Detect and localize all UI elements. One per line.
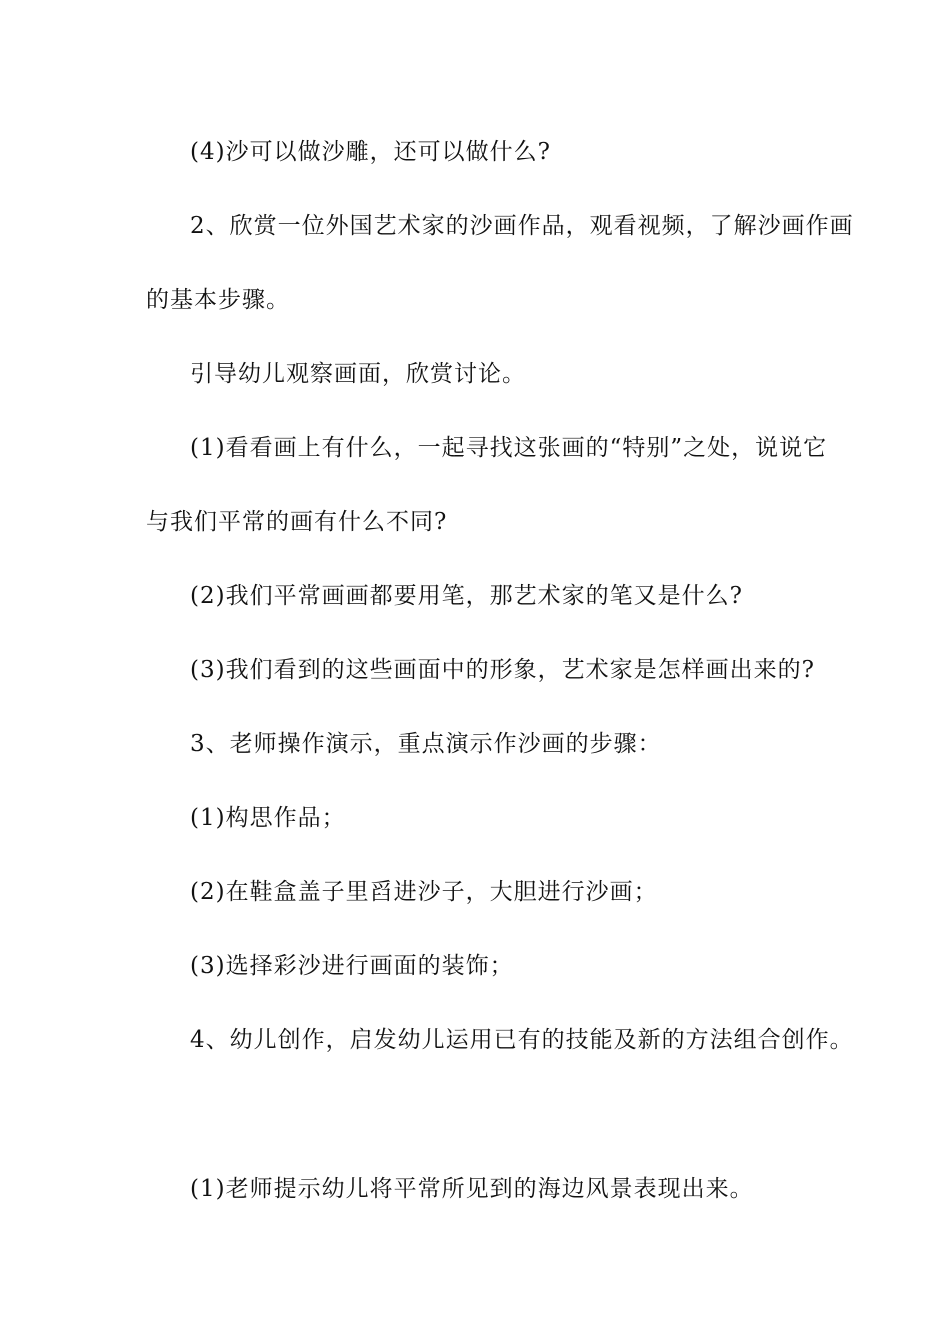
paragraph-step-3-item-3: (3)选择彩沙进行画面的装饰； <box>190 953 514 979</box>
paragraph-step-3: 3、老师操作演示，重点演示作沙画的步骤： <box>190 731 662 757</box>
paragraph-item-2-question: (2)我们平常画画都要用笔，那艺术家的笔又是什么? <box>190 583 743 609</box>
paragraph-step-4-item-1: (1)老师提示幼儿将平常所见到的海边风景表现出来。 <box>190 1176 754 1202</box>
paragraph-step-4: 4、幼儿创作，启发幼儿运用已有的技能及新的方法组合创作。 <box>190 1027 854 1053</box>
paragraph-guide-observation: 引导幼儿观察画面，欣赏讨论。 <box>190 361 526 387</box>
paragraph-step-2-continued: 的基本步骤。 <box>146 287 290 313</box>
paragraph-step-2: 2、欣赏一位外国艺术家的沙画作品，观看视频，了解沙画作画 <box>190 213 854 239</box>
paragraph-item-1-question-continued: 与我们平常的画有什么不同? <box>146 509 448 535</box>
paragraph-item-3-question: (3)我们看到的这些画面中的形象，艺术家是怎样画出来的? <box>190 657 815 683</box>
paragraph-item-4-question: (4)沙可以做沙雕，还可以做什么? <box>190 139 551 165</box>
paragraph-step-3-item-1: (1)构思作品； <box>190 805 346 831</box>
paragraph-step-3-item-2: (2)在鞋盒盖子里舀进沙子，大胆进行沙画； <box>190 879 658 905</box>
paragraph-item-1-question: (1)看看画上有什么，一起寻找这张画的“特别”之处，说说它 <box>190 435 828 461</box>
